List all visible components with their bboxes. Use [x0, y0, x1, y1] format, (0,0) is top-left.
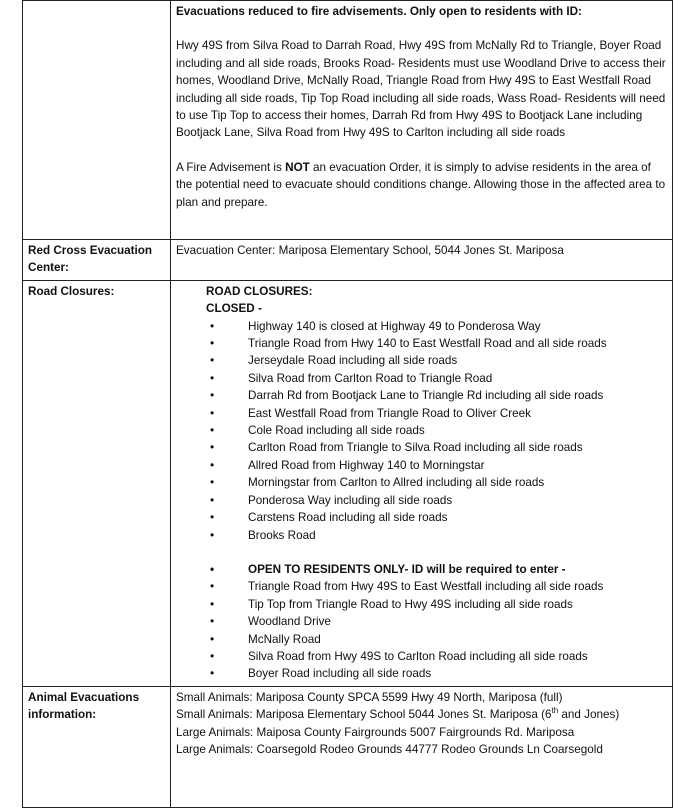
road-list-item: • East Westfall Road from Triangle Road to Oliver Creek — [176, 405, 667, 422]
road-list-item: • Silva Road from Carlton Road to Triangle Road — [176, 370, 667, 387]
affected-roads-paragraph: Hwy 49S from Silva Road to Darrah Road, Hwy 49S from McNally Rd to Triangle, Boyer Road including and all side roads, Brooks Road- Residents must use Woodland Drive to access their homes, Woodland Drive, McNally Road, Triangle Road from Hwy 49S to East Westfall Road including all side roads, Tip Top Road including all side roads, Wass Road- Residents will need to use Tip Top to access their homes, Darrah Rd from Hwy 49S to Bootjack Lane including Bootjack Lane, Silva Road from Hwy 49S to Carlton including all side roads — [176, 39, 666, 140]
road-list-item: • Cole Road including all side roads — [176, 422, 667, 439]
fire-advisement-row — [23, 1, 673, 240]
road-list-item: • Triangle Road from Hwy 140 to East Westfall Road and all side roads — [176, 335, 667, 352]
road-list-item: • Jerseydale Road including all side roads — [176, 352, 667, 369]
animal-shelter-line: Small Animals: Mariposa County SPCA 5599 Hwy 49 North, Mariposa (full) — [176, 690, 563, 704]
road-list-item: • Brooks Road — [176, 527, 667, 544]
road-closures-content — [171, 280, 673, 686]
evacuation-center-content: Evacuation Center: Mariposa Elementary School, 5044 Jones St. Mariposa — [171, 240, 673, 281]
note-text-start: A Fire Advisement is — [176, 160, 286, 174]
road-list-item: • McNally Road — [176, 631, 667, 648]
evacuation-center-row — [23, 240, 673, 281]
closed-roads-list — [176, 318, 667, 544]
fire-advisement-content-cell — [171, 1, 673, 240]
closed-heading: CLOSED - — [206, 302, 262, 316]
evacuation-info-table — [22, 0, 673, 808]
evacuation-center-label: Red Cross Evacuation Center: — [23, 240, 171, 281]
ordinal-suffix: th — [551, 706, 559, 716]
road-list-item: • Tip Top from Triangle Road to Hwy 49S including all side roads — [176, 596, 667, 613]
animal-evacuations-content — [171, 686, 673, 807]
animal-shelter-line: Large Animals: Coarsegold Rodeo Grounds 44777 Rodeo Grounds Ln Coarsegold — [176, 742, 603, 756]
animal-shelter-line — [176, 706, 667, 723]
road-list-item: • Highway 140 is closed at Highway 49 to Ponderosa Way — [176, 318, 667, 335]
road-closures-row — [23, 280, 673, 686]
road-list-item: • Morningstar from Carlton to Allred including all side roads — [176, 474, 667, 491]
road-list-item: • Carlton Road from Triangle to Silva Road including all side roads — [176, 439, 667, 456]
fire-advisement-heading: Evacuations reduced to fire advisements. Only open to residents with ID: — [176, 5, 582, 18]
shelter-text-end: and Jones) — [558, 708, 620, 722]
road-list-item: • Ponderosa Way including all side roads — [176, 492, 667, 509]
road-list-item: • Allred Road from Highway 140 to Morningstar — [176, 457, 667, 474]
road-list-item: • Woodland Drive — [176, 613, 667, 630]
animal-evacuations-label: Animal Evacuations information: — [23, 686, 171, 807]
road-list-item: • Carstens Road including all side roads — [176, 509, 667, 526]
road-closures-heading: ROAD CLOSURES: — [206, 284, 313, 298]
fire-advisement-note — [176, 159, 667, 211]
spacer — [176, 544, 667, 561]
fire-advisement-label-cell — [23, 1, 171, 240]
road-list-item: • Boyer Road including all side roads — [176, 665, 667, 682]
animal-evacuations-row — [23, 686, 673, 807]
road-list-item: • Silva Road from Hwy 49S to Carlton Road including all side roads — [176, 648, 667, 665]
open-to-residents-heading: • OPEN TO RESIDENTS ONLY- ID will be required to enter - — [176, 561, 667, 578]
road-closures-label: Road Closures: — [23, 280, 171, 686]
animal-shelter-line: Large Animals: Maiposa County Fairgrounds 5007 Fairgrounds Rd. Mariposa — [176, 725, 575, 739]
open-heading-list — [176, 561, 667, 578]
road-list-item: • Darrah Rd from Bootjack Lane to Triangle Rd including all side roads — [176, 387, 667, 404]
spacer — [176, 142, 667, 159]
spacer — [176, 20, 667, 37]
note-text-end: an evacuation Order, it is simply to advise residents in the area of the potential need to evacuate should conditions change. Allowing those in the affected area to plan and prepare. — [176, 160, 666, 209]
open-roads-list — [176, 578, 667, 682]
note-emphasis: NOT — [285, 160, 310, 174]
shelter-text-start: Small Animals: Mariposa Elementary School 5044 Jones St. Mariposa (6 — [176, 708, 552, 722]
road-list-item: • Triangle Road from Hwy 49S to East Westfall including all side roads — [176, 578, 667, 595]
